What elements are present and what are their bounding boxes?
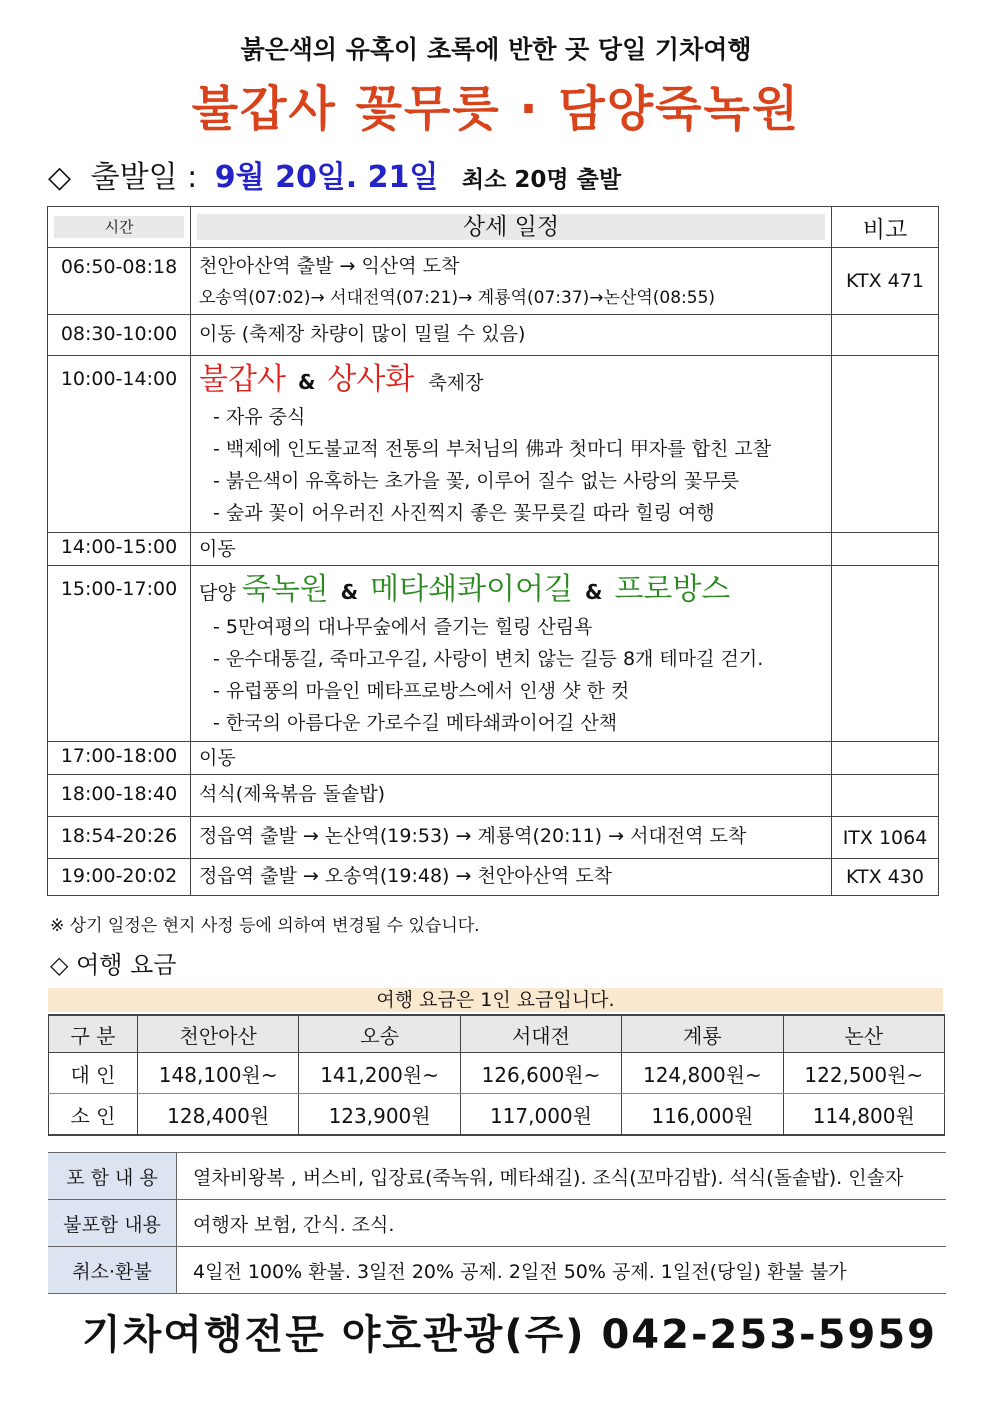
- detail-line: 오송역(07:02)→ 서대전역(07:21)→ 계룡역(07:37)→논산역(08:55): [199, 288, 716, 308]
- detail-cell: 이동: [191, 533, 832, 566]
- fare-cell: 122,500원~: [783, 1053, 944, 1094]
- table-row: [48, 248, 939, 315]
- table-row: [48, 533, 939, 566]
- fare-cell: 116,000원: [622, 1094, 783, 1136]
- table-row: [48, 859, 939, 896]
- note-cell: [832, 742, 939, 775]
- highlight-provence: 프로방스: [614, 572, 731, 607]
- note-cell: ITX 1064: [832, 817, 939, 859]
- info-label: 불포함 내용: [48, 1200, 177, 1247]
- departure-dates: 9월 20일. 21일: [214, 160, 439, 195]
- table-row: [48, 356, 939, 533]
- note-cell: KTX 471: [832, 248, 939, 315]
- table-row: [48, 742, 939, 775]
- detail-cell: [191, 566, 832, 742]
- fare-cell: 148,100원~: [138, 1053, 299, 1094]
- detail-line: 천안아산역 출발 → 익산역 도착: [199, 255, 460, 277]
- bullet-line: - 자유 중식: [213, 406, 306, 428]
- time-cell: 19:00-20:02: [48, 859, 191, 896]
- fare-col-station: 천안아산: [138, 1015, 299, 1053]
- subtitle: 붉은색의 유혹이 초록에 반한 곳 당일 기차여행: [240, 35, 752, 64]
- bullet-line: - 백제에 인도불교적 전통의 부처님의 佛과 첫마디 甲자를 합친 고찰: [213, 438, 772, 460]
- departure-label: 출발일 :: [90, 160, 198, 195]
- bullet-line: - 유럽풍의 마을인 메타프로방스에서 인생 샷 한 컷: [213, 680, 630, 702]
- info-row-excluded: [48, 1200, 946, 1247]
- schedule-table: [47, 206, 939, 896]
- header-note: 비고: [832, 207, 939, 248]
- fare-col-station: 오송: [299, 1015, 460, 1053]
- fare-cell: 117,000원: [460, 1094, 621, 1136]
- info-value: 여행자 보험, 간식. 조식.: [177, 1200, 947, 1247]
- note-cell: KTX 430: [832, 859, 939, 896]
- ampersand: &: [340, 580, 359, 604]
- fare-cell: 141,200원~: [299, 1053, 460, 1094]
- schedule-notice: ※ 상기 일정은 현지 사정 등에 의하여 변경될 수 있습니다.: [50, 916, 480, 936]
- info-label: 포 함 내 용: [48, 1153, 177, 1200]
- fare-col-station: 계룡: [622, 1015, 783, 1053]
- time-cell: 17:00-18:00: [48, 742, 191, 775]
- note-cell: [832, 566, 939, 742]
- fare-row-child: [49, 1094, 945, 1136]
- info-value: 열차비왕복 , 버스비, 입장료(죽녹워, 메타쇄길). 조식(꼬마김밥). 석식(돌솥밥). 인솔자: [177, 1153, 947, 1200]
- header-time: 시간: [48, 207, 191, 248]
- fare-row-adult: [49, 1053, 945, 1094]
- table-row: [48, 566, 939, 742]
- time-cell: 06:50-08:18: [48, 248, 191, 315]
- schedule-header-row: [48, 207, 939, 248]
- header-detail: 상세 일정: [191, 207, 832, 248]
- fare-cell: 114,800원: [783, 1094, 944, 1136]
- table-row: [48, 775, 939, 817]
- bullet-line: - 붉은색이 유혹하는 초가을 꽃, 이루어 질수 없는 사랑의 꽃무릇: [213, 470, 740, 492]
- time-cell: 18:00-18:40: [48, 775, 191, 817]
- highlight-suffix: 축제장: [428, 372, 484, 394]
- highlight-bulgapsa: 불갑사: [199, 362, 286, 397]
- bullet-line: - 5만여평의 대나무숲에서 즐기는 힐링 산림욕: [213, 616, 593, 638]
- time-cell: 10:00-14:00: [48, 356, 191, 533]
- bullet-line: - 숲과 꽃이 어우러진 사진찍지 좋은 꽃무릇길 따라 힐링 여행: [213, 502, 715, 524]
- bullet-line: - 운수대통길, 죽마고우길, 사랑이 변치 않는 길등 8개 테마길 걷기.: [213, 648, 764, 670]
- time-cell: 14:00-15:00: [48, 533, 191, 566]
- footer-contact: 기차여행전문 야호관광(주) 042-253-5959: [82, 1312, 937, 1358]
- detail-cell: 이동 (축제장 차량이 많이 밀릴 수 있음): [191, 315, 832, 356]
- note-cell: [832, 775, 939, 817]
- minimum-participants: 최소 20명 출발: [461, 167, 622, 193]
- info-label: 취소·환불: [48, 1247, 177, 1294]
- highlight-sangsahwa: 상사화: [327, 362, 415, 397]
- diamond-bullet-icon: ◇: [48, 160, 72, 195]
- page-title: 불갑사 꽃무릇 · 담양죽녹원: [191, 81, 801, 137]
- fare-col-category: 구 분: [49, 1015, 138, 1053]
- fare-col-station: 논산: [783, 1015, 944, 1053]
- highlight-metasequoia: 메타쇄콰이어길: [370, 572, 573, 607]
- detail-cell: 석식(제육볶음 돌솥밥): [191, 775, 832, 817]
- time-cell: 18:54-20:26: [48, 817, 191, 859]
- fare-col-station: 서대전: [460, 1015, 621, 1053]
- fare-cell: 126,600원~: [460, 1053, 621, 1094]
- fare-cell: 128,400원: [138, 1094, 299, 1136]
- ampersand: &: [585, 580, 603, 604]
- time-cell: 15:00-17:00: [48, 566, 191, 742]
- departure-line: [48, 152, 621, 196]
- info-row-refund: [48, 1247, 946, 1294]
- bullet-line: - 한국의 아름다운 가로수길 메타쇄콰이어길 산책: [213, 712, 618, 734]
- highlight-juknokwon: 죽녹원: [241, 572, 329, 607]
- fare-row-label: 소 인: [49, 1094, 138, 1136]
- table-row: [48, 817, 939, 859]
- info-value: 4일전 100% 환불. 3일전 20% 공제. 2일전 50% 공제. 1일전(당일) 환불 불가: [177, 1247, 947, 1294]
- note-cell: [832, 533, 939, 566]
- detail-cell: [191, 248, 832, 315]
- info-table: [48, 1152, 946, 1294]
- fare-heading: ◇ 여행 요금: [50, 951, 177, 979]
- highlight-line: [199, 572, 831, 611]
- detail-cell: [191, 356, 832, 533]
- fare-row-label: 대 인: [49, 1053, 138, 1094]
- highlight-line: [199, 362, 831, 401]
- fare-cell: 123,900원: [299, 1094, 460, 1136]
- ampersand: &: [297, 370, 316, 394]
- fare-table: [48, 1014, 945, 1136]
- detail-cell: 정읍역 출발 → 논산역(19:53) → 계룡역(20:11) → 서대전역 도착: [191, 817, 832, 859]
- note-cell: [832, 315, 939, 356]
- detail-cell: 이동: [191, 742, 832, 775]
- detail-cell: 정읍역 출발 → 오송역(19:48) → 천안아산역 도착: [191, 859, 832, 896]
- fare-cell: 124,800원~: [622, 1053, 783, 1094]
- note-cell: [832, 356, 939, 533]
- highlight-prefix: 담양: [199, 582, 236, 604]
- info-row-included: [48, 1153, 946, 1200]
- fare-header-row: [49, 1015, 945, 1053]
- table-row: [48, 315, 939, 356]
- fare-banner: 여행 요금은 1인 요금입니다.: [48, 988, 943, 1012]
- time-cell: 08:30-10:00: [48, 315, 191, 356]
